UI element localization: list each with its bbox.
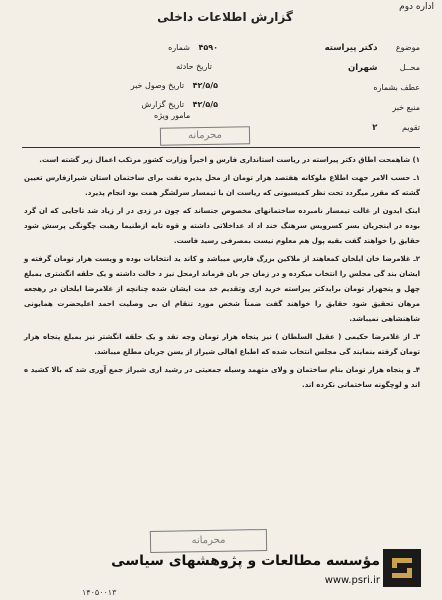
field-value: دکتر پیراسته	[324, 43, 378, 53]
header-field-received-date	[48, 76, 218, 95]
field-label: عطف بشماره	[373, 83, 420, 92]
confidential-stamp-bottom: محرمانه	[150, 529, 267, 553]
field-label: تقویم	[402, 123, 420, 132]
field-label: منبع خبر	[392, 103, 420, 112]
field-label: تاریخ وصول خبر	[130, 81, 185, 90]
header-field-location	[270, 58, 420, 78]
document-title: گزارش اطلاعات داخلی	[157, 10, 293, 24]
field-label: تاریخ حادثه	[176, 62, 212, 71]
confidential-stamp-top: محرمانه	[160, 126, 250, 146]
header-field-source	[270, 98, 420, 118]
field-value: شهران	[348, 63, 378, 73]
report-body	[24, 153, 420, 396]
header-right-fields	[270, 38, 420, 138]
field-label: شماره	[168, 43, 190, 52]
field-label: مامور ویژه	[154, 111, 191, 120]
header-field-number	[48, 38, 218, 57]
institute-watermark-name: مؤسسه مطالعات و پژوهشهای سیاسی	[111, 553, 380, 569]
header-field-evaluation	[270, 118, 420, 138]
header-field-incident-date	[48, 57, 218, 76]
report-paragraph: ۲ـ غلامرضا خان ایلخان کمعاهند از ملاکین بزرگ فارس میباشد و کاند ید انتخابات بوده و ویست هزار تومان گرفته و ایشان بند گی مجلس را انتخاب میکرده و در زمان جر یان فرماند ارمحل نیز د خالت داشته و یک حلقه انگشتری بمبلغ چهل و پنجهزار تومان برایدکتر پیراسته خرید اری وتقدیم خد مت ایشان شده چنانچه از غلامرضا ایلخان در رهجعه مرهان تحقیق شود حقایق را خواهند گفت ضمناً شخص مورد تنقام ان بی وصلیت احمد اعلیحضرت همایونی شاهنشاهی نمیباشد.	[24, 255, 420, 323]
institute-logo-icon	[383, 549, 421, 587]
header-divider	[22, 147, 420, 148]
report-paragraph: ۴ـ و پنجاه هزار تومان بنام ساختمان و ولای متهمد وسیله جمعیتی در رشید اری شیراز جمع آوری شد که بالا کشید ه اند و لوچگونه ساختمانی نکرده اند.	[24, 366, 420, 389]
field-label: محــل	[399, 63, 420, 72]
report-paragraph: اینک ایدون ار غالت تیمسار نامبرده ساختمانهای مخصوص جنساند که چون در زدی در ار زیاد شد تاجایی که ان گرد بوده در اینجریان بسر کسرویس سرهنگ خند اد اد عداخلاتی داشته و قوه تایه ازطنیما رهبت چگونگی پرسش شود حقایق را خواهند گفت بقیه پول هم معلوم نیست بمصرفی رسید فاست.	[24, 207, 420, 245]
header-left-fields	[48, 38, 218, 114]
field-value: ۲	[372, 123, 378, 133]
header-field-reference	[270, 78, 420, 98]
header-field-subject	[270, 38, 420, 58]
field-label: تاریخ گزارش	[141, 100, 185, 109]
report-paragraph: ۱ـ حسب الامر جهت اطلاع ملوکانه هفتصد هزار تومان از محل پذیره نفت برای ساختمان استان شیرازفارس تعیین گشته که مقرر میگردد تحت نظر کمیسیونی که ریاست ان با تیمسار سرلشگر همت بود انجام پذیرد.	[24, 174, 420, 197]
field-value: ۴۲/۵/۵	[192, 81, 218, 90]
special-agent-field	[150, 111, 190, 120]
report-paragraph: ۳ـ از غلامرضا حکیمی ( عقیل السلطان ) نیز پنجاه هزار تومان وجه نقد و یک حلقه انگشتر نیز بمبلغ پنجاه هزار تومان گرفته بنمایند گی مجلس انتخاب شده که اطباع اهالی شیراز از یسن جریان مطلع میباشد.	[24, 333, 420, 356]
field-value: ۴۲/۵/۵	[192, 100, 218, 109]
archive-number: ۱۴۰۵۰۰۱۳	[82, 588, 117, 597]
institute-watermark-url: www.psri.ir	[324, 575, 380, 586]
field-value: ۴۵۹۰	[198, 43, 218, 52]
header-field-report-date	[48, 95, 218, 114]
report-paragraph: ۱) شاهمحت اطاق دکتر پیراسته در ریاست استانداری فارس و اخیراً وزارت کشور مرتکب اعمال زیر گشته است.	[39, 156, 420, 164]
field-label: موضوع	[395, 43, 420, 52]
corner-note: اداره دوم	[399, 2, 434, 12]
